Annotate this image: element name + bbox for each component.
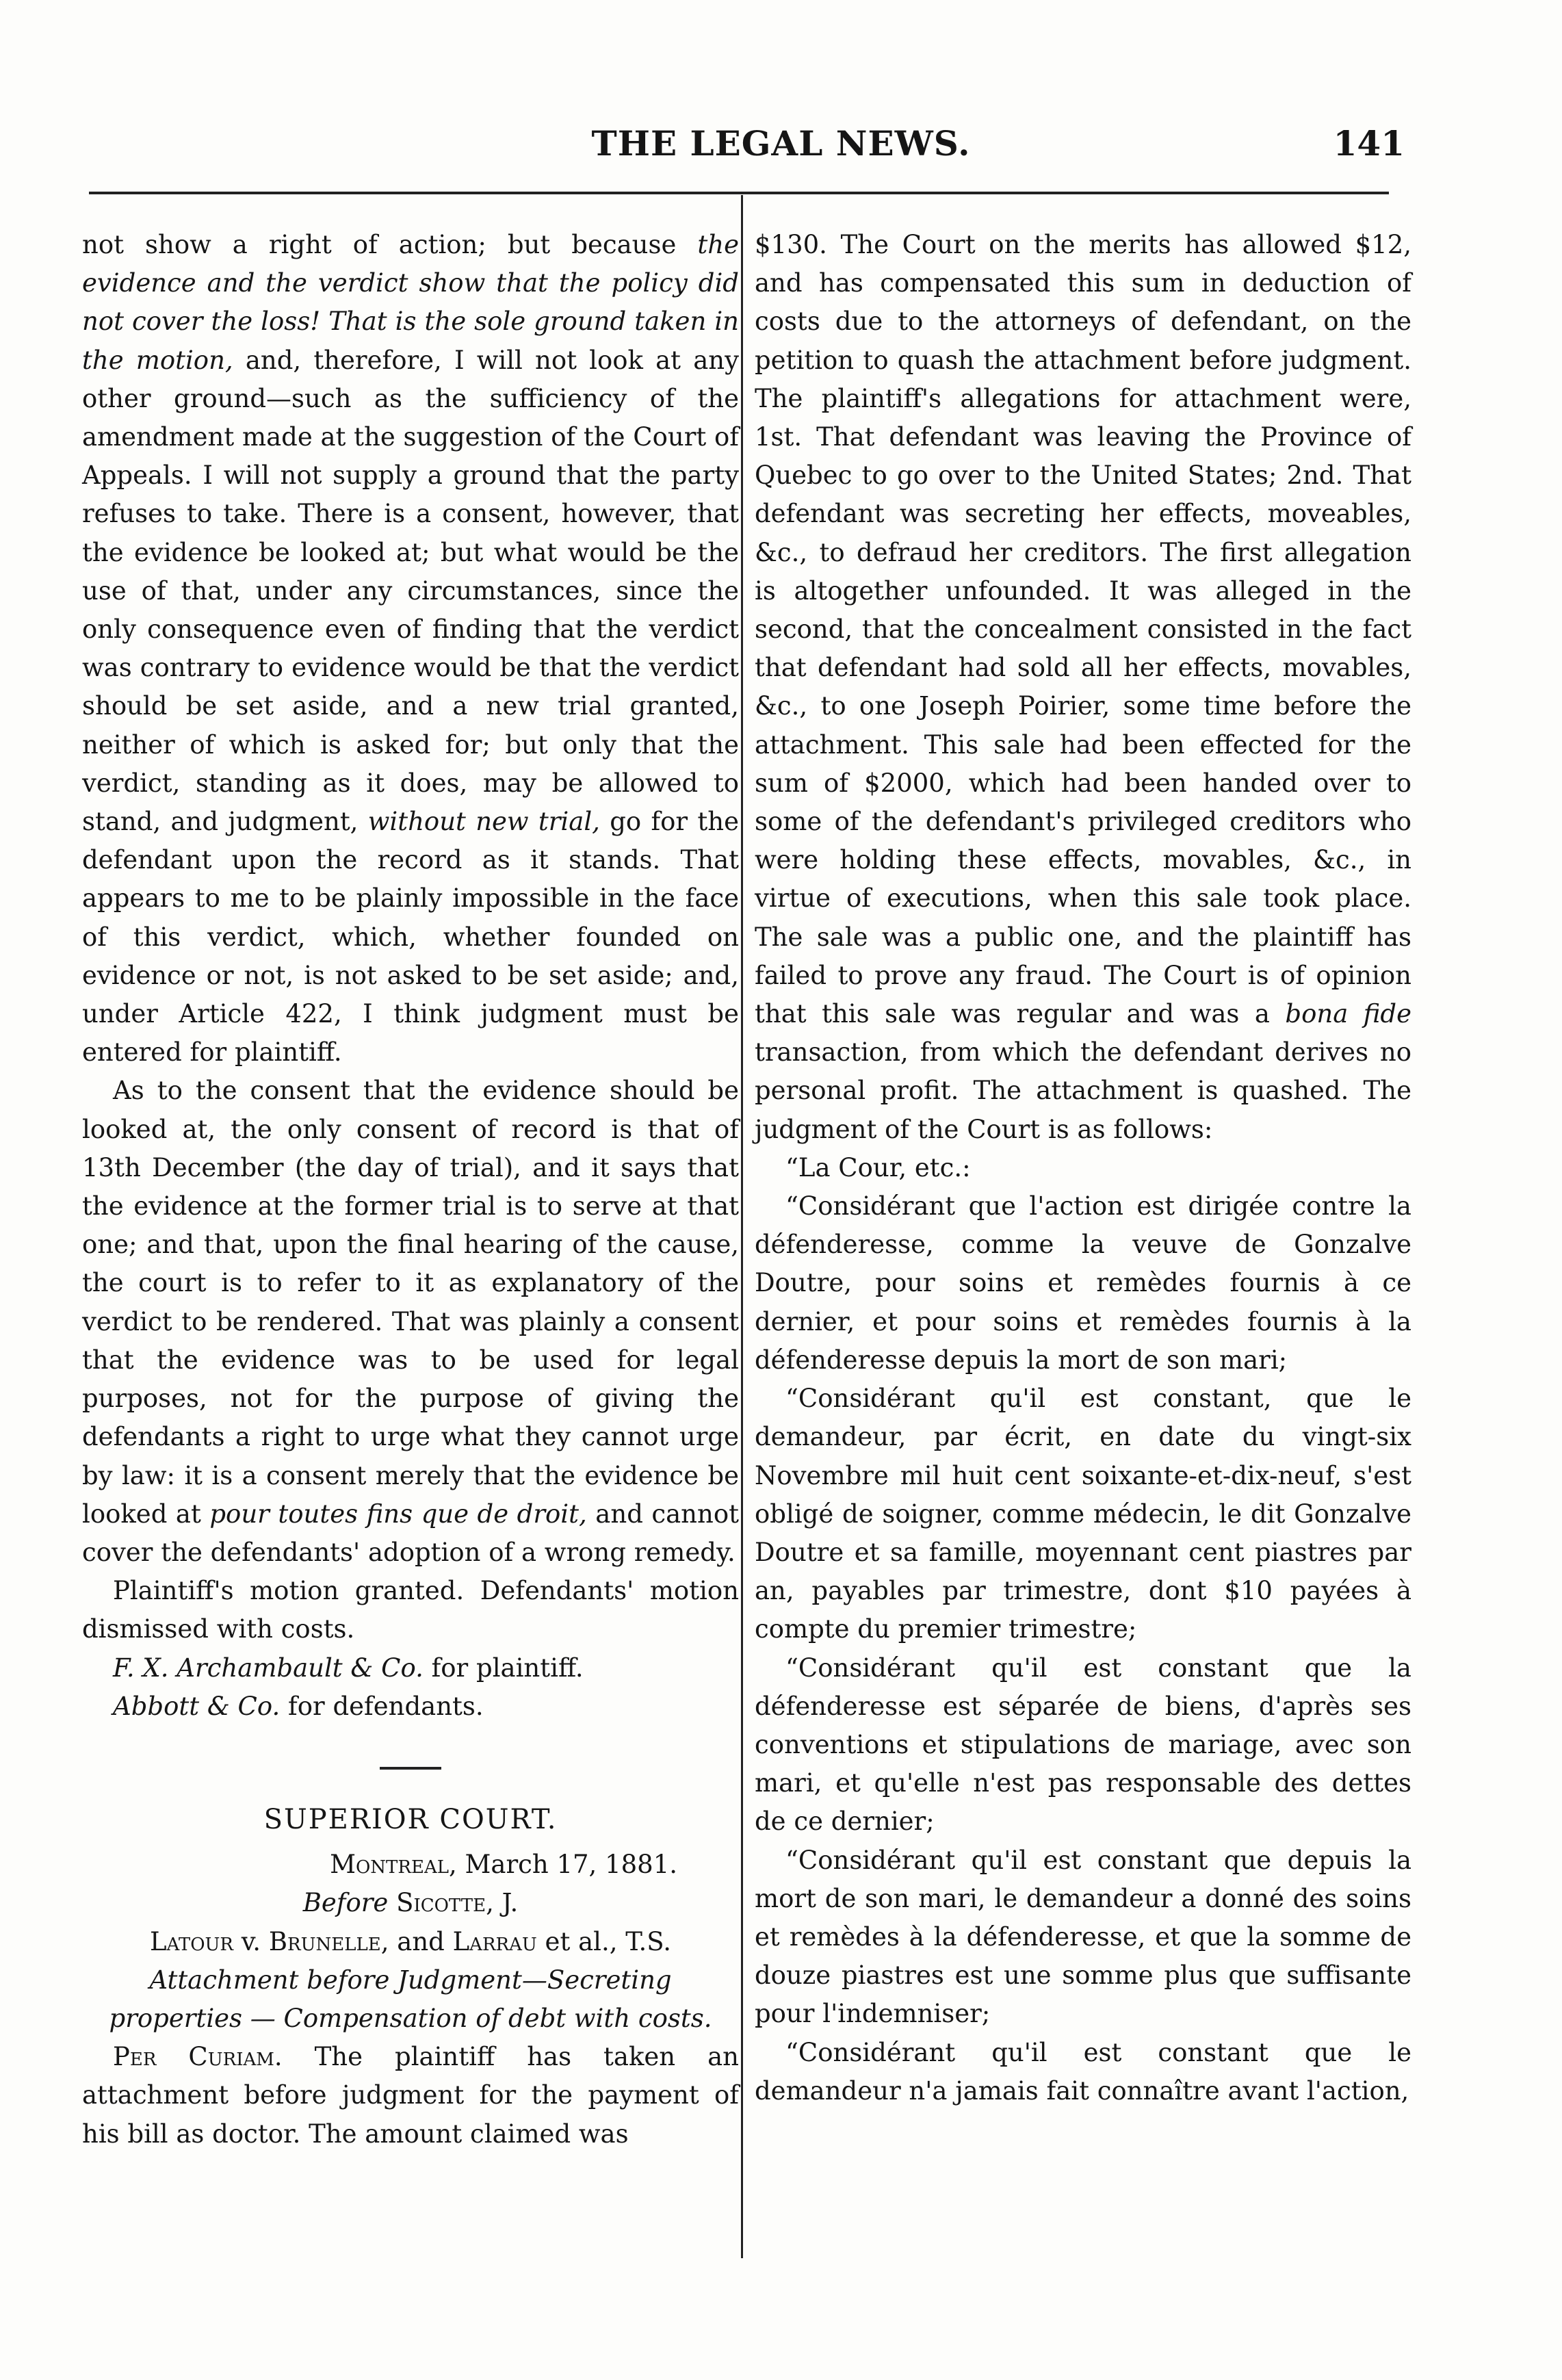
paragraph-consent: As to the consent that the evidence should be looked at, the only consent of record is that of 13th December (the day of trial), and it says that the evidence at the former trial is to serve at that one; and that, upon the final hearing of the cause, the court is to refer to it as explanatory of the verdict to be rendered. That was plainly a consent that the evidence was to be used for legal purposes, not for the purpose of giving the defendants a right to urge what they cannot urge by law: it is a consent merely that the evidence be looked at pour toutes fins que de droit, and cannot cover the defendants' adoption of a wrong remedy. xyxy=(82,1076,739,1567)
court-title: SUPERIOR COURT. xyxy=(263,1803,558,1835)
paragraph-per-curiam: Per Curiam. The plaintiff has taken an attachment before judgment for the payment of his bill as doctor. The amount claimed was xyxy=(82,2042,739,2149)
left-column xyxy=(82,226,739,2153)
judge-line: Before Sicotte, J. xyxy=(302,1888,519,1918)
paragraph-judgment-end: not show a right of action; but because the evidence and the verdict show that the policy did not cover the loss! That is the sole ground taken in the motion, and, therefore, I will not look at any other ground—such as the sufficiency of the amendment made at the suggestion of the Court of Appeals. I will not supply a ground that the party refuses to take. There is a consent, however, that the evidence be looked at; but what would be the use of that, under any circumstances, since the only consequence even of finding that the verdict was contrary to evidence would be that the verdict should be set aside, and a new trial granted, neither of which is asked for; but only that the verdict, standing as it does, may be allowed to stand, and judgment, without new trial, go for the defendant upon the record as it stands. That appears to me to be plainly impossible in the face of this verdict, which, whether founded on evidence or not, is not asked to be set aside; and, under Article 422, I think judgment must be entered for plaintiff. xyxy=(82,230,739,1068)
section-rule xyxy=(380,1767,441,1770)
paragraph-considerant-3: “Considérant qu'il est constant que la défenderesse est séparée de biens, d'après ses conventions et stipulations de mariage, avec son mari, et qu'elle n'est pas responsable des dettes de ce dernier; xyxy=(755,1653,1411,1837)
page-number: 141 xyxy=(1333,123,1405,164)
running-title: THE LEGAL NEWS. xyxy=(591,123,971,164)
paragraph-considerant-5: “Considérant qu'il est constant que le demandeur n'a jamais fait connaître avant l'action, xyxy=(755,2037,1411,2106)
headnote: Attachment before Judgment—Secreting properties — Compensation of debt with costs. xyxy=(109,1965,712,2033)
counsel-plaintiff: F. X. Archambault & Co. for plaintiff. xyxy=(113,1653,584,1683)
page-header xyxy=(0,123,1562,178)
paragraph-ruling: Plaintiff's motion granted. Defendants' motion dismissed with costs. xyxy=(82,1576,739,1644)
case-title: Latour v. Brunelle, and Larrau et al., T.S. xyxy=(149,1926,672,1956)
paragraph-la-cour: “La Cour, etc.: xyxy=(785,1152,971,1182)
paragraph-considerant-2: “Considérant qu'il est constant, que le demandeur, par écrit, en date du vingt-six Novembre mil huit cent soixante-et-dix-neuf, s'est obligé de soigner, comme médecin, le dit Gonzalve Doutre et sa famille, moyennant cent piastres par an, payables par trimestre, dont $10 payées à compte du premier trimestre; xyxy=(755,1384,1411,1644)
right-column xyxy=(755,226,1411,2110)
paragraph-considerant-4: “Considérant qu'il est constant que depuis la mort de son mari, le demandeur a donné des soins et remèdes à la défenderesse, et que la somme de douze piastres est une somme plus que suffisante pour l'indemniser; xyxy=(755,1845,1411,2029)
header-rule xyxy=(89,192,1389,194)
paragraph-merits: $130. The Court on the merits has allowed $12, and has compensated this sum in deduction of costs due to the attorneys of defendant, on the petition to quash the attachment before judgment. The plaintiff's allegations for attachment were, 1st. That defendant was leaving the Province of Quebec to go over to the United States; 2nd. That defendant was secreting her effects, moveables, &c., to defraud her creditors. The first allegation is altogether unfounded. It was alleged in the second, that the concealment consisted in the fact that defendant had sold all her effects, movables, &c., to one Joseph Poirier, some time before the attachment. This sale had been effected for the sum of $2000, which had been handed over to some of the defendant's privileged creditors who were holding these effects, movables, &c., in virtue of executions, when this sale took place. The sale was a public one, and the plaintiff has failed to prove any fraud. The Court is of opinion that this sale was regular and was a bona fide transaction, from which the defendant derives no personal profit. The attachment is quashed. The judgment of the Court is as follows: xyxy=(755,230,1411,1144)
dateline: Montreal, March 17, 1881. xyxy=(330,1850,677,1880)
paragraph-considerant-1: “Considérant que l'action est dirigée contre la défenderesse, comme la veuve de Gonzalve Doutre, pour soins et remèdes fournis à ce dernier, et pour soins et remèdes fournis à la défenderesse depuis la mort de son mari; xyxy=(755,1191,1411,1375)
counsel-defendants: Abbott & Co. for defendants. xyxy=(113,1691,484,1721)
column-divider xyxy=(741,195,743,2258)
